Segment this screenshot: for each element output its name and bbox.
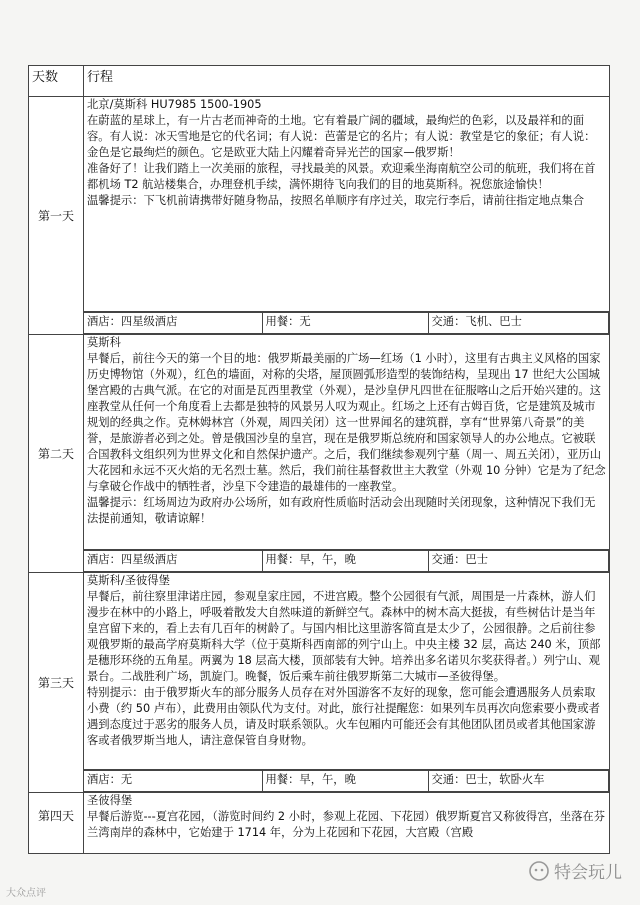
- day-title: 圣彼得堡: [87, 794, 133, 807]
- day-description: 在蔚蓝的星球上，有一片古老而神奇的土地。它有着最广阔的疆域，最绚烂的色彩，以及最祥和的面容。有人说：冰天雪地是它的代名词；有人说：芭蕾是它的名片；有人说：教堂是它的象征；有人说：金色是它最绚烂的颜色。它是欧亚大陆上闪耀着奇异光芒的国家—俄罗斯！ 准备好了！让我们踏上一次美丽的旅程，寻找最美的风景。欢迎乘坐海南航空公司的航班，我们将在首都机场 T2 航站楼集合，办理登机手续，满怀期待飞向我们的目的地莫斯科。祝您旅途愉快！ 温馨提示：下飞机前请携带好随身物品，按照名单顺序有序过关，取完行李后，请前往指定地点集合: [87, 114, 596, 207]
- day-info: [84, 770, 610, 793]
- table-header-row: [29, 66, 610, 97]
- wechat-icon: [528, 860, 550, 882]
- transport-cell: 交通：巴士，软卧火车: [428, 771, 609, 792]
- day-info: [84, 312, 610, 335]
- day-row: [29, 97, 610, 312]
- day-title: 莫斯科: [87, 336, 121, 349]
- day-info: [84, 550, 610, 573]
- day-content: [84, 793, 610, 854]
- account-name: 特会玩儿: [554, 863, 622, 883]
- dianping-watermark-text: 大众点评: [6, 888, 46, 899]
- watermark-right: [528, 858, 622, 883]
- day-info-row: [29, 550, 610, 573]
- day-title: 北京/莫斯科 HU7985 1500-1905: [87, 98, 262, 111]
- header-day: 天数: [29, 66, 84, 97]
- day-row: [29, 335, 610, 550]
- day-info-row: [29, 770, 610, 793]
- day-row: [29, 573, 610, 770]
- transport-cell: 交通：巴士: [428, 551, 609, 572]
- watermark-left: [6, 884, 46, 899]
- day-label: 第三天: [29, 573, 84, 793]
- day-description: 早餐后，前往今天的第一个目的地：俄罗斯最美丽的广场—红场（1 小时），这里有古典主义风格的国家历史博物馆（外观），红色的墙面，对称的尖塔，屋顶圆弧形造型的装饰结构，呈现出 17 世纪大公国城堡宫殿的古典气派。在它的对面是瓦西里教堂（外观），是沙皇伊凡四世在征服喀山之后开始兴建的。这座教堂从任何一个角度看上去都是独特的风景另人叹为观止。红场之上还有古姆百货，它是建筑及城市规划的经典之作。克林姆林宫（外观，周四关闭）这一世界闻名的建筑群，享有“世界第八奇景”的美誉，是旅游者必到之处。曾是俄国沙皇的皇宫，现在是俄罗斯总统府和国家领导人的办公地点。它被联合国教科文组织列为世界文化和自然保护遗产。之后，我们继续参观列宁墓（周一、周五关闭），亚历山大花园和永远不灭火焰的无名烈士墓。然后，我们前往基督救世主大教堂（外观 10 分钟）它是为了纪念与拿破仑作战中的牺牲者，沙皇下令建造的最雄伟的一座教堂。 温馨提示：红场周边为政府办公场所，如有政府性质临时活动会出现随时关闭现象，这种情况下我们无法提前通知，敬请谅解！: [87, 352, 606, 525]
- day-label: 第一天: [29, 97, 84, 335]
- day-content: [84, 335, 610, 550]
- meals-cell: 用餐：早，午，晚: [262, 551, 428, 572]
- header-itinerary: 行程: [84, 66, 610, 97]
- day-row: [29, 793, 610, 854]
- hotel-cell: 酒店：四星级酒店: [84, 313, 262, 334]
- day-title: 莫斯科/圣彼得堡: [87, 574, 170, 587]
- hotel-cell: 酒店：无: [84, 771, 262, 792]
- day-label: 第四天: [29, 793, 84, 854]
- day-description: 早餐后，前往察里津诺庄园，参观皇家庄园，不进宫殿。整个公园很有气派，周围是一片森林，游人们漫步在林中的小路上，呼吸着散发大自然味道的新鲜空气。森林中的树木高大挺拔，有些树估计是当年皇宫留下来的，看上去有几百年的树龄了。与国内相比这里游客简直是太少了，公园很静。之后前往参观俄罗斯的最高学府莫斯科大学（位于莫斯科西南部的列宁山上。中央主楼 32 层，高达 240 米，顶部是穗形环绕的五角星。两翼为 18 层高大楼，顶部装有大钟。培养出多名诺贝尔奖获得者。）列宁山、观景台。二战胜利广场，凯旋门。晚餐，饭后乘车前往俄罗斯第二大城市—圣彼得堡。 特别提示：由于俄罗斯火车的部分服务人员存在对外国游客不友好的现象，您可能会遭遇服务人员索取小费（约 50 卢布），此费用由领队代为支付。对此，旅行社提醒您：如果列车员再次向您索要小费或者遇到态度过于恶劣的服务人员，请及时联系领队。火车包厢内可能还会有其他团队团员或者其他国家游客或者俄罗斯当地人，请注意保管自身财物。: [87, 590, 601, 747]
- meals-cell: 用餐：无: [262, 313, 428, 334]
- day-content: [84, 573, 610, 770]
- day-content: [84, 97, 610, 312]
- meals-cell: 用餐：早，午，晚: [262, 771, 428, 792]
- transport-cell: 交通：飞机、巴士: [428, 313, 609, 334]
- hotel-cell: 酒店：四星级酒店: [84, 551, 262, 572]
- day-description: 早餐后游览---夏宫花园，（游览时间约 2 小时，参观上花园、下花园）俄罗斯夏宫又称彼得宫，坐落在芬兰湾南岸的森林中，它始建于 1714 年，分为上花园和下花园，大宫殿（宫殿: [87, 810, 606, 839]
- itinerary-table: [28, 65, 610, 854]
- day-info-row: [29, 312, 610, 335]
- day-label: 第二天: [29, 335, 84, 573]
